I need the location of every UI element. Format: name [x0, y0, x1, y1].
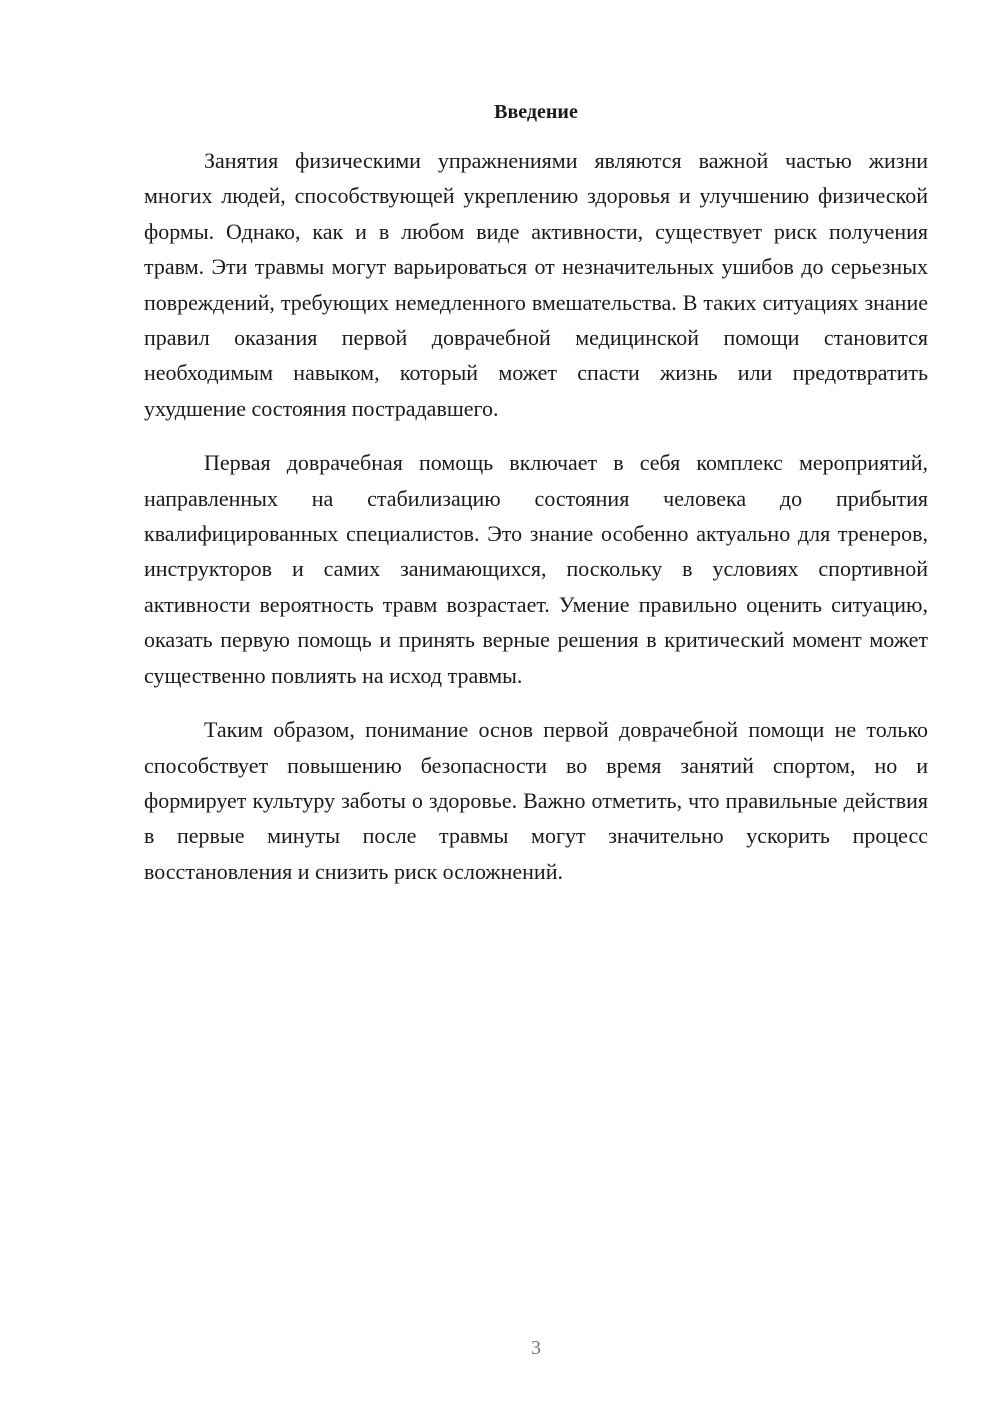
document-body — [144, 143, 928, 908]
paragraph-3: Таким образом, понимание основ первой доврачебной помощи не только способствует повышению безопасности во время занятий спортом, но и формирует культуру заботы о здоровье. Важно отметить, что правильные действия в первые минуты после травмы могут значительно ускорить процесс восстановления и снизить риск осложнений. — [144, 717, 928, 884]
page-number: 3 — [531, 1337, 541, 1359]
paragraph-1: Занятия физическими упражнениями являются важной частью жизни многих людей, способствующей укреплению здоровья и улучшению физической формы. Однако, как и в любом виде активности, существует риск получения травм. Эти травмы могут варьироваться от незначительных ушибов до серьезных повреждений, требующих немедленного вмешательства. В таких ситуациях знание правил оказания первой доврачебной медицинской помощи становится необходимым навыком, который может спасти жизнь или предотвратить ухудшение состояния пострадавшего. — [144, 148, 928, 421]
page-title: Введение — [494, 101, 578, 123]
paragraph-2: Первая доврачебная помощь включает в себя комплекс мероприятий, направленных на стабилизацию состояния человека до прибытия квалифицированных специалистов. Это знание особенно актуально для тренеров, инструкторов и самих занимающихся, поскольку в условиях спортивной активности вероятность травм возрастает. Умение правильно оценить ситуацию, оказать первую помощь и принять верные решения в критический момент может существенно повлиять на исход травмы. — [144, 450, 928, 688]
